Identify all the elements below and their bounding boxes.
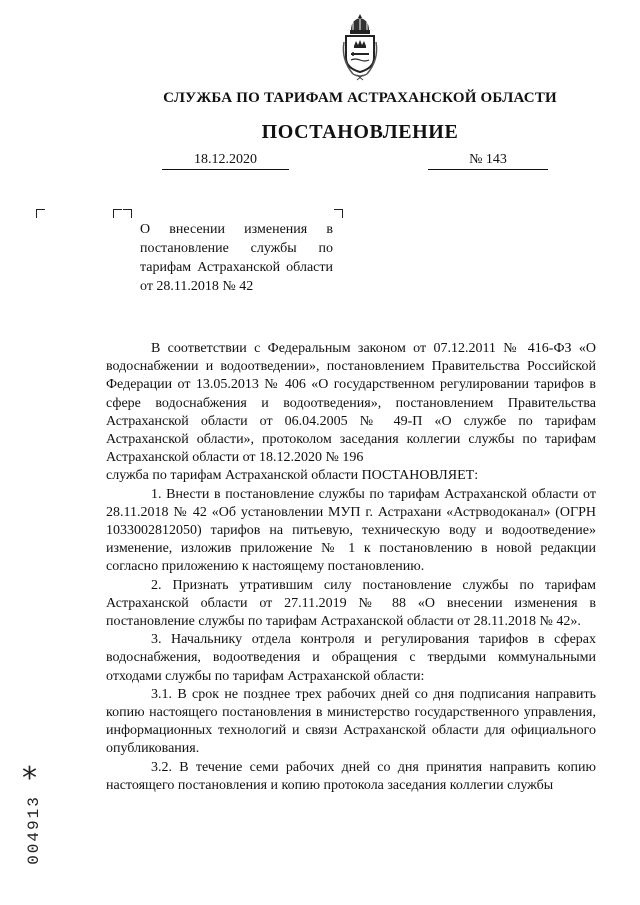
corner-bracket-subject-right <box>334 209 343 218</box>
organization-title: СЛУЖБА ПО ТАРИФАМ АСТРАХАНСКОЙ ОБЛАСТИ <box>163 90 557 106</box>
paragraph-3: 3. Начальнику отдела контроля и регулирования тарифов в сферах водоснабжения, водоотведения и обращения с твердыми коммунальными отходами службы по тарифам Астраханской области: <box>106 632 596 684</box>
paragraph-2: 2. Признать утратившим силу постановление службы по тарифам Астраханской области от 27.11.2019 № 88 «О внесении изменения в постановление службы по тарифам Астраханской области от 28.11.2018 № 42». <box>106 577 596 630</box>
document-date: 18.12.2020 <box>162 152 289 170</box>
corner-bracket-left <box>36 209 45 218</box>
document-subject: О внесении изменения в постановление службы по тарифам Астраханской области от 28.11.2018 № 42 <box>140 222 333 294</box>
document-type-title: ПОСТАНОВЛЕНИЕ <box>261 121 459 143</box>
corner-bracket-subject-left-inner <box>123 209 132 218</box>
stamp-star: * <box>22 761 37 796</box>
document-body <box>106 340 596 795</box>
paragraph-1: 1. Внести в постановление службы по тарифам Астраханской области от 28.11.2018 № 42 «Об установлении МУП г. Астрахани «Астрводоканал» (ОГРН 1033002812050) тарифов на питьевую, техническую воду и водоотведение» изменение, изложив приложение № 1 к постановлению в новой редакции согласно приложению к настоящему постановлению. <box>106 486 596 575</box>
coat-of-arms-icon <box>339 12 381 82</box>
preamble-paragraph: В соответствии с Федеральным законом от 07.12.2011 № 416-ФЗ «О водоснабжении и водоотведении», постановлением Правительства Российской Федерации от 13.05.2013 № 406 «О государственном регулировании тарифов в сфере водоснабжения и водоотведения», постановлением Правительства Астраханской области от 06.04.2005 № 49-П «О службе по тарифам Астраханской области», протоколом заседания коллегии службы по тарифам Астраханской области от 18.12.2020 № 196 <box>106 341 596 466</box>
document-number: № 143 <box>428 152 548 170</box>
corner-bracket-subject-left <box>113 209 122 218</box>
resolution-line: служба по тарифам Астраханской области ПОСТАНОВЛЯЕТ: <box>106 468 479 484</box>
registration-stamp <box>12 761 57 890</box>
stamp-number: 004913 <box>25 795 43 865</box>
paragraph-3-2: 3.2. В течение семи рабочих дней со дня принятия направить копию настоящего постановления и копию протокола заседания коллегии службы <box>106 759 596 793</box>
paragraph-3-1: 3.1. В срок не позднее трех рабочих дней со дня подписания направить копию настоящего постановления в министерство государственного управления, информационных технологий и связи Астраханской области для официального опубликования. <box>106 686 596 757</box>
